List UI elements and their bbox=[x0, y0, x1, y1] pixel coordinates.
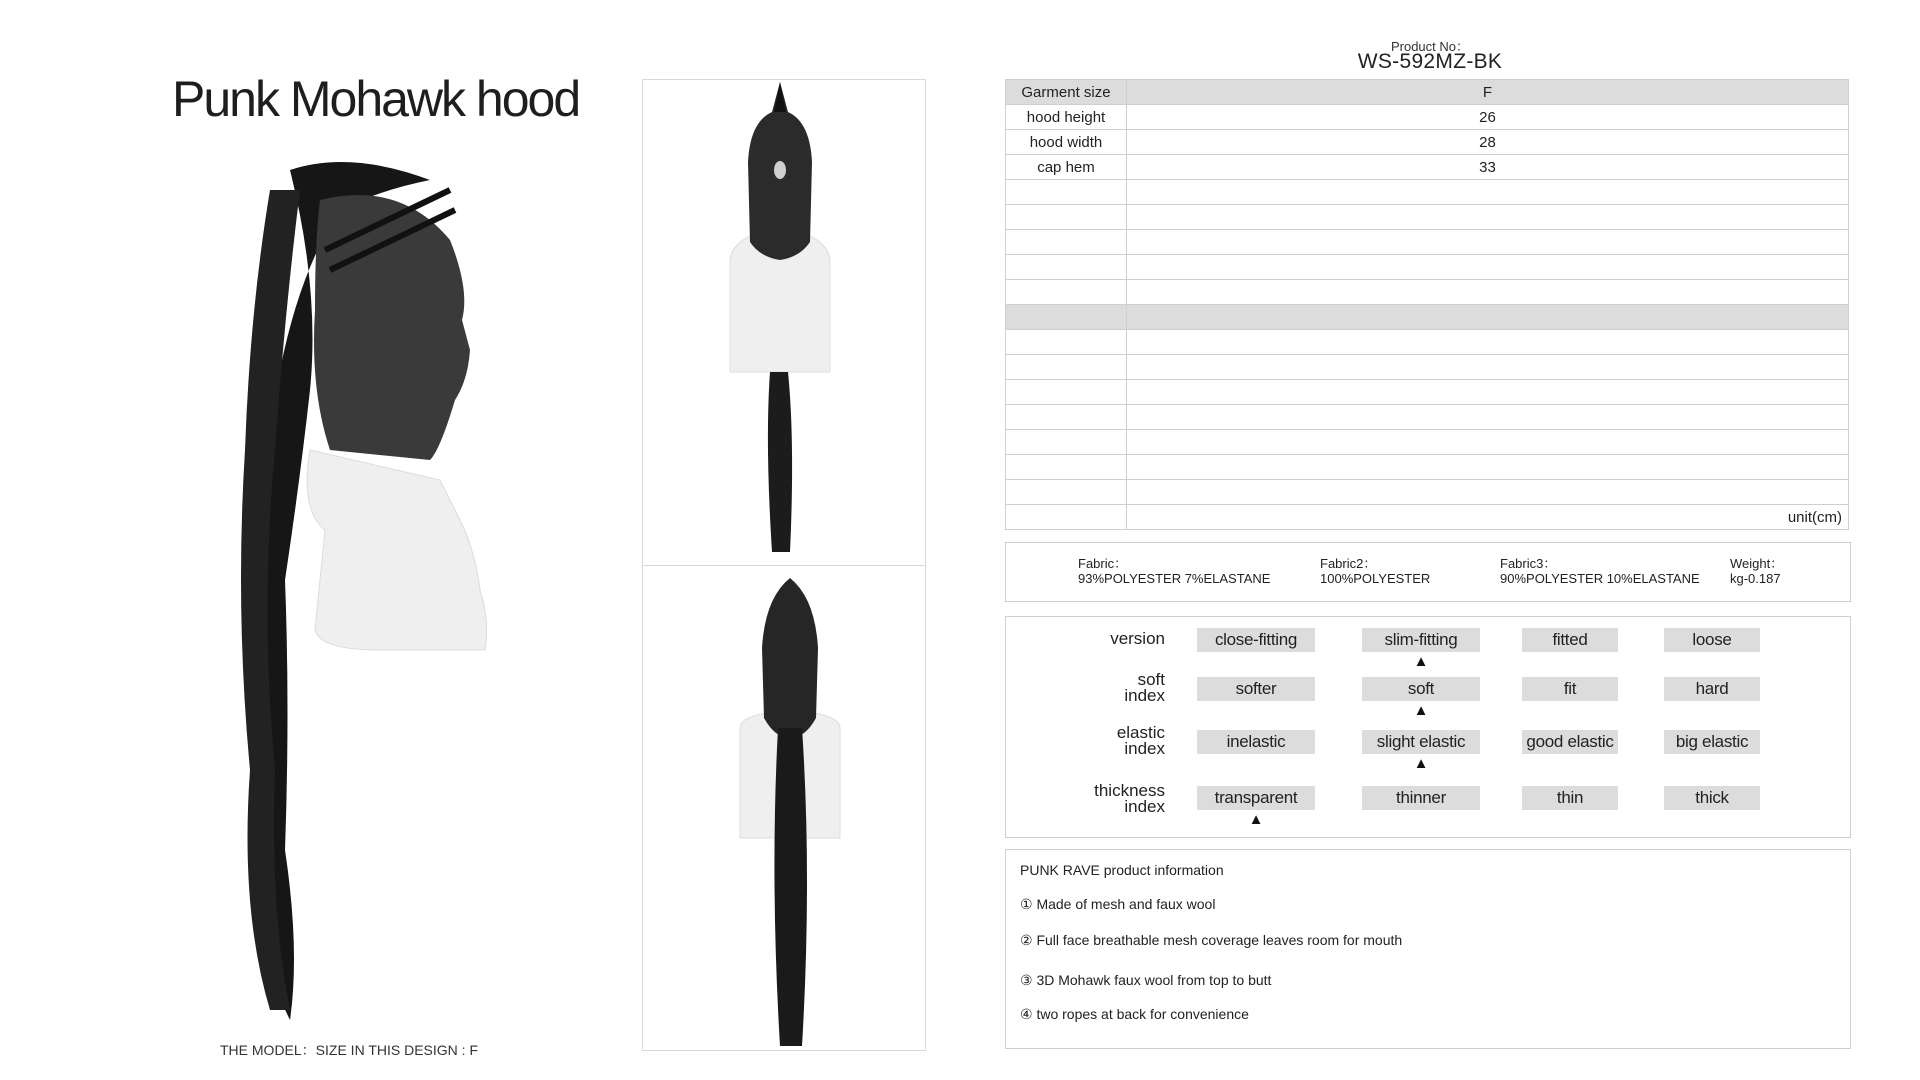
product-photo-back[interactable] bbox=[720, 578, 860, 1046]
selected-marker-icon: ▲ bbox=[1248, 811, 1264, 828]
table-row bbox=[1006, 130, 1849, 155]
model-size-caption: THE MODEL：SIZE IN THIS DESIGN : F bbox=[220, 1042, 478, 1058]
table-row bbox=[1006, 105, 1849, 130]
info-heading: PUNK RAVE product information bbox=[1020, 862, 1224, 878]
size-table-header-row bbox=[1006, 80, 1849, 105]
fabric-value: 93%POLYESTER 7%ELASTANE bbox=[1078, 571, 1271, 586]
selected-marker-icon: ▲ bbox=[1413, 755, 1429, 772]
option-chip: hard bbox=[1664, 677, 1760, 701]
option-chip: thick bbox=[1664, 786, 1760, 810]
table-row bbox=[1006, 455, 1849, 480]
size-row-label: hood height bbox=[1006, 105, 1127, 130]
option-chip: fit bbox=[1522, 677, 1618, 701]
fabric-label: Fabric： bbox=[1078, 556, 1128, 571]
index-label-soft: soft index bbox=[1124, 670, 1165, 705]
table-row bbox=[1006, 405, 1849, 430]
size-table bbox=[1005, 79, 1849, 530]
weight bbox=[1730, 556, 1783, 586]
weight-value: kg-0.187 bbox=[1730, 571, 1781, 586]
size-row-value: 26 bbox=[1127, 105, 1849, 130]
index-label-thickness: thickness index bbox=[1094, 781, 1165, 816]
option-chip: soft bbox=[1362, 677, 1480, 701]
table-row bbox=[1006, 230, 1849, 255]
size-row-value: 33 bbox=[1127, 155, 1849, 180]
option-chip: thin bbox=[1522, 786, 1618, 810]
product-number: WS-592MZ-BK bbox=[1357, 50, 1503, 73]
table-row bbox=[1006, 180, 1849, 205]
option-chip: inelastic bbox=[1197, 730, 1315, 754]
table-row bbox=[1006, 205, 1849, 230]
weight-label: Weight： bbox=[1730, 556, 1784, 571]
option-chip: good elastic bbox=[1522, 730, 1618, 754]
fabric-1 bbox=[1078, 556, 1270, 586]
table-row bbox=[1006, 305, 1849, 330]
table-row bbox=[1006, 255, 1849, 280]
size-header-value: F bbox=[1127, 80, 1849, 105]
option-chip: slim-fitting bbox=[1362, 628, 1480, 652]
info-item: ④ two ropes at back for convenience bbox=[1020, 1006, 1249, 1022]
table-row bbox=[1006, 505, 1849, 530]
fabric-2 bbox=[1320, 556, 1430, 586]
option-chip: transparent bbox=[1197, 786, 1315, 810]
option-chip: close-fitting bbox=[1197, 628, 1315, 652]
product-photo-side bbox=[230, 150, 520, 1030]
product-photo-front[interactable] bbox=[700, 82, 860, 562]
fabric-label: Fabric3： bbox=[1500, 556, 1557, 571]
index-label-version: version bbox=[1110, 629, 1165, 648]
product-number-label: Product No： bbox=[1390, 39, 1470, 54]
size-row-label: cap hem bbox=[1006, 155, 1127, 180]
fabric-label: Fabric2： bbox=[1320, 556, 1377, 571]
selected-marker-icon: ▲ bbox=[1413, 702, 1429, 719]
option-chip: softer bbox=[1197, 677, 1315, 701]
size-row-value: 28 bbox=[1127, 130, 1849, 155]
size-header-label: Garment size bbox=[1006, 80, 1127, 105]
table-row bbox=[1006, 280, 1849, 305]
index-label-elastic: elastic index bbox=[1116, 723, 1165, 758]
option-chip: big elastic bbox=[1664, 730, 1760, 754]
fabric-value: 100%POLYESTER bbox=[1320, 571, 1431, 586]
option-chip: loose bbox=[1664, 628, 1760, 652]
option-chip: fitted bbox=[1522, 628, 1618, 652]
info-item: ② Full face breathable mesh coverage leaves room for mouth bbox=[1020, 932, 1403, 948]
table-row bbox=[1006, 380, 1849, 405]
option-chip: thinner bbox=[1362, 786, 1480, 810]
thumbnail-divider bbox=[643, 565, 925, 566]
fabric-3 bbox=[1500, 556, 1700, 586]
table-row bbox=[1006, 355, 1849, 380]
table-row bbox=[1006, 480, 1849, 505]
option-chip: slight elastic bbox=[1362, 730, 1480, 754]
table-row bbox=[1006, 430, 1849, 455]
size-row-label: hood width bbox=[1006, 130, 1127, 155]
info-item: ③ 3D Mohawk faux wool from top to butt bbox=[1020, 972, 1272, 988]
selected-marker-icon: ▲ bbox=[1413, 653, 1429, 670]
table-row bbox=[1006, 330, 1849, 355]
table-row bbox=[1006, 155, 1849, 180]
fabric-value: 90%POLYESTER 10%ELASTANE bbox=[1500, 571, 1700, 586]
info-item: ① Made of mesh and faux wool bbox=[1020, 896, 1216, 912]
unit-label: unit(cm) bbox=[1127, 505, 1849, 530]
product-title: Punk Mohawk hood bbox=[172, 71, 580, 127]
